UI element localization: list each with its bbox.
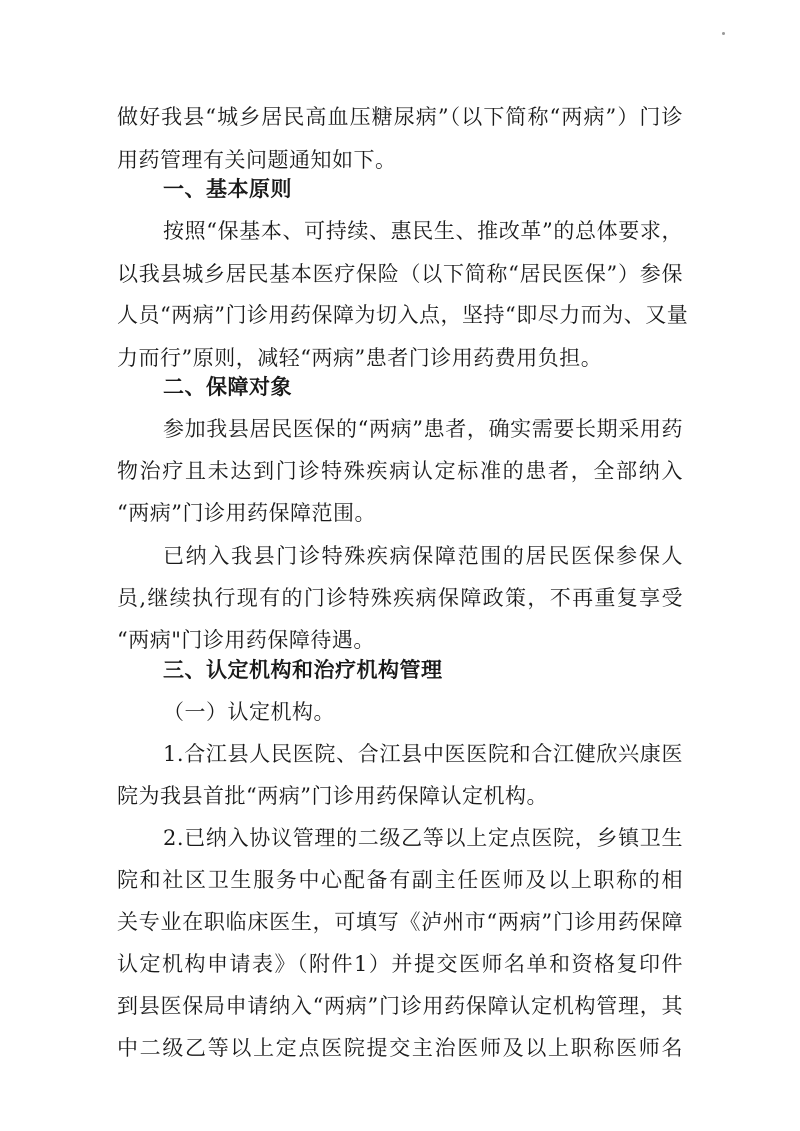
paragraph-line: 已纳入我县门诊特殊疾病保障范围的居民医保参保人: [163, 544, 683, 568]
paragraph-line: 中二级乙等以上定点医院提交主治医师及以上职称医师名: [117, 1036, 683, 1060]
paragraph-line: 关专业在职临床医生，可填写《泸州市“两病”门诊用药保障: [117, 910, 683, 934]
subsection-heading: （一）认定机构。: [163, 700, 335, 724]
paragraph-line: 人员“两病”门诊用药保障为切入点，坚持“即尽力而为、又量: [117, 303, 689, 327]
scan-speck: [722, 32, 725, 35]
paragraph-line: 2.已纳入协议管理的二级乙等以上定点医院，乡镇卫生: [163, 826, 683, 850]
paragraph-line: 院为我县首批“两病”门诊用药保障认定机构。: [117, 784, 548, 808]
paragraph-line: 认定机构申请表》（附件1）并提交医师名单和资格复印件: [117, 952, 683, 976]
paragraph-line: “两病”门诊用药保障范围。: [117, 501, 376, 525]
paragraph-line: 用药管理有关问题通知如下。: [117, 148, 397, 172]
paragraph-line: 力而行”原则，减轻“两病”患者门诊用药费用负担。: [117, 346, 603, 370]
paragraph-line: 物治疗且未达到门诊特殊疾病认定标准的患者，全部纳入: [117, 459, 683, 483]
paragraph-line: 员,继续执行现有的门诊特殊疾病保障政策，不再重复享受: [117, 586, 683, 610]
paragraph-line: 到县医保局申请纳入“两病”门诊用药保障认定机构管理，其: [117, 994, 683, 1018]
paragraph-line: 做好我县“城乡居民高血压糖尿病”（以下简称“两病”）门诊: [117, 105, 683, 129]
paragraph-line: 按照“保基本、可持续、惠民生、推改革”的总体要求，: [163, 219, 683, 243]
paragraph-line: “两病"门诊用药保障待遇。: [117, 628, 375, 652]
section-heading: 二、保障对象: [163, 375, 292, 399]
paragraph-line: 参加我县居民医保的“两病”患者，确实需要长期采用药: [163, 417, 683, 441]
paragraph-line: 院和社区卫生服务中心配备有副主任医师及以上职称的相: [117, 868, 683, 892]
section-heading: 一、基本原则: [163, 177, 292, 201]
paragraph-line: 1.合江县人民医院、合江县中医医院和合江健欣兴康医: [163, 742, 683, 766]
paragraph-line: 以我县城乡居民基本医疗保险（以下简称“居民医保”）参保: [117, 262, 683, 286]
section-heading: 三、认定机构和治疗机构管理: [163, 658, 443, 682]
